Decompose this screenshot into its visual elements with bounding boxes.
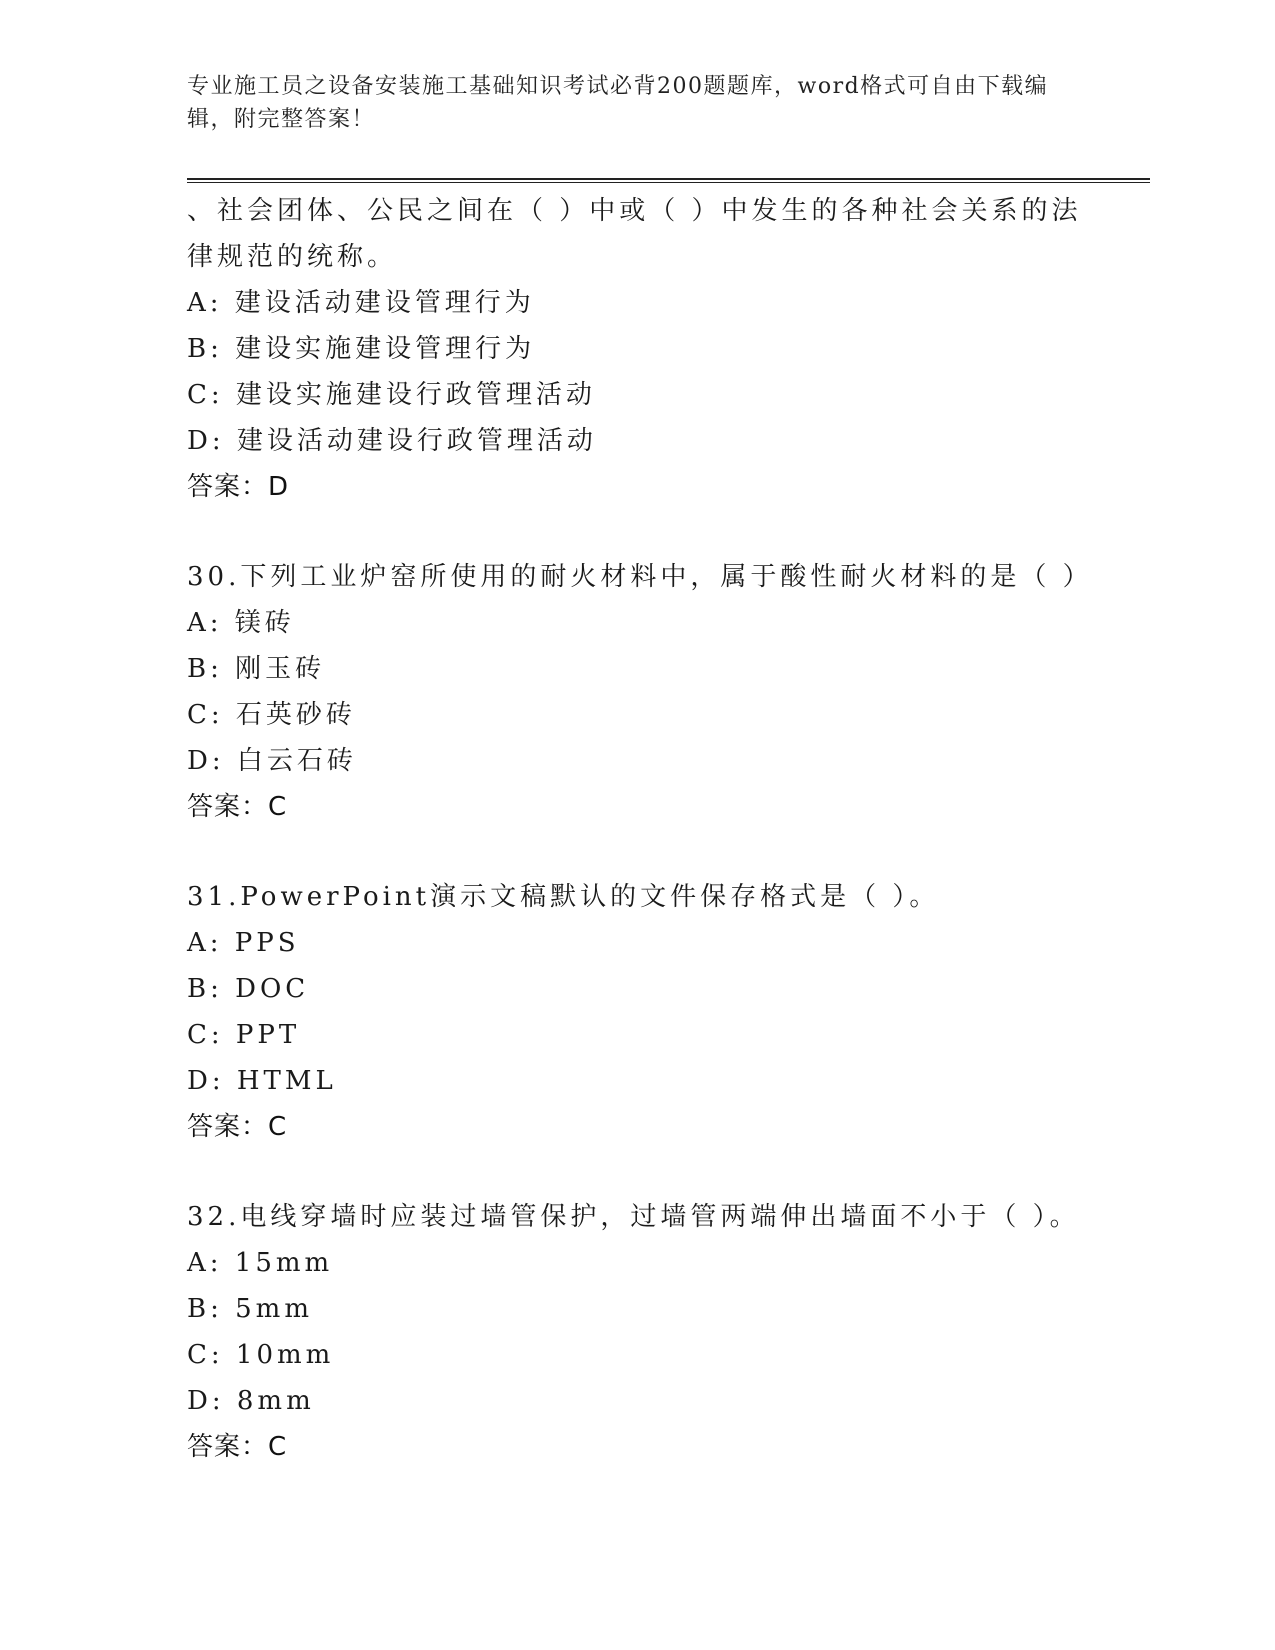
- question-block: [187, 874, 1087, 1150]
- option-c: C: 石英砂砖: [187, 700, 356, 730]
- option-a: A: 镁砖: [187, 608, 295, 638]
- header-divider: [187, 178, 1150, 183]
- answer: 答案：C: [187, 792, 288, 822]
- question-block: [187, 554, 1093, 830]
- question-block: [187, 1194, 1087, 1470]
- option-d: D: 8mm: [187, 1386, 315, 1416]
- option-b: B: DOC: [187, 974, 310, 1004]
- option-b: B: 5mm: [187, 1294, 313, 1324]
- question-text: 律规范的统称。: [187, 242, 398, 272]
- document-header: 专业施工员之设备安装施工基础知识考试必背200题题库，word格式可自由下载编辑，附完整答案！: [187, 74, 1049, 132]
- question-text: 、社会团体、公民之间在（ ）中或（ ）中发生的各种社会关系的法: [187, 196, 1082, 226]
- question-text: 31.PowerPoint演示文稿默认的文件保存格式是（ ）。: [187, 882, 940, 912]
- answer: 答案：D: [187, 472, 290, 502]
- option-c: C: 建设实施建设行政管理活动: [187, 380, 596, 410]
- question-text: 30.下列工业炉窑所使用的耐火材料中，属于酸性耐火材料的是（ ）: [187, 562, 1093, 592]
- option-b: B: 刚玉砖: [187, 654, 326, 684]
- answer: 答案：C: [187, 1432, 288, 1462]
- question-list: [187, 188, 1093, 1514]
- option-d: D: 建设活动建设行政管理活动: [187, 426, 597, 456]
- answer: 答案：C: [187, 1112, 288, 1142]
- question-text: 32.电线穿墙时应装过墙管保护，过墙管两端伸出墙面不小于（ ）。: [187, 1202, 1080, 1232]
- option-a: A: 建设活动建设管理行为: [187, 288, 535, 318]
- option-c: C: 10mm: [187, 1340, 335, 1370]
- option-a: A: PPS: [187, 928, 300, 958]
- question-block: [187, 188, 1087, 510]
- option-c: C: PPT: [187, 1020, 301, 1050]
- option-d: D: 白云石砖: [187, 746, 357, 776]
- option-d: D: HTML: [187, 1066, 337, 1096]
- option-b: B: 建设实施建设管理行为: [187, 334, 536, 364]
- option-a: A: 15mm: [187, 1248, 334, 1278]
